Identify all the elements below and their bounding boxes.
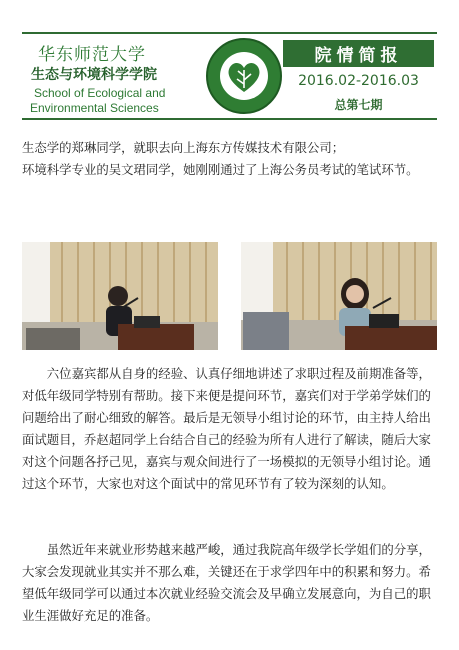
header-bottom-rule xyxy=(22,118,437,120)
college-name-en-line1: School of Ecological and xyxy=(34,86,166,100)
university-name: 华东师范大学 xyxy=(38,45,146,65)
paragraph-3: 虽然近年来就业形势越来越严峻，通过我院高年级学长学姐们的分享，大家会发现就业其实并不那么难，关键还在于求学四年中的积累和努力。希望低年级同学可以通过本次就业经验交流会及早确立发展意向，为自己的职业生涯做好充足的准备。 xyxy=(22,542,431,623)
photo-female-speaker xyxy=(241,242,437,350)
issue-number: 总第七期 xyxy=(334,98,383,112)
paragraph-1 xyxy=(22,137,437,181)
header-top-rule xyxy=(22,32,437,34)
photo-male-speaker xyxy=(22,242,218,350)
paragraph-1-line2: 环境科学专业的吴文珺同学，她刚刚通过了上海公务员考试的笔试环节。 xyxy=(22,162,419,177)
college-name-cn: 生态与环境科学学院 xyxy=(31,67,157,83)
paragraph-2: 六位嘉宾都从自身的经验、认真仔细地讲述了求职过程及前期准备等，对低年级同学特别有帮助。接下来便是提问环节，嘉宾们对于学弟学妹们的问题给出了耐心细致的解答。最后是无领导小组讨论的环节，由主持人给出面试题目，乔赵超同学上台结合自己的经验为所有人进行了解读，随后大家对这个问题各抒己见，嘉宾与观众间进行了一场模拟的无领导小组讨论。通过这个环节，大家也对这个面试中的常见环节有了较为深刻的认知。 xyxy=(22,366,431,491)
newsletter-header xyxy=(0,0,459,124)
college-name-en-line2: Environmental Sciences xyxy=(30,101,159,115)
paragraph-1-line1: 生态学的郑琳同学，就职去向上海东方传媒技术有限公司； xyxy=(22,140,345,155)
college-logo xyxy=(206,38,282,114)
bulletin-title: 院情简报 xyxy=(283,40,434,67)
heart-leaf-icon xyxy=(220,52,268,100)
date-range: 2016.02-2016.03 xyxy=(298,73,419,89)
